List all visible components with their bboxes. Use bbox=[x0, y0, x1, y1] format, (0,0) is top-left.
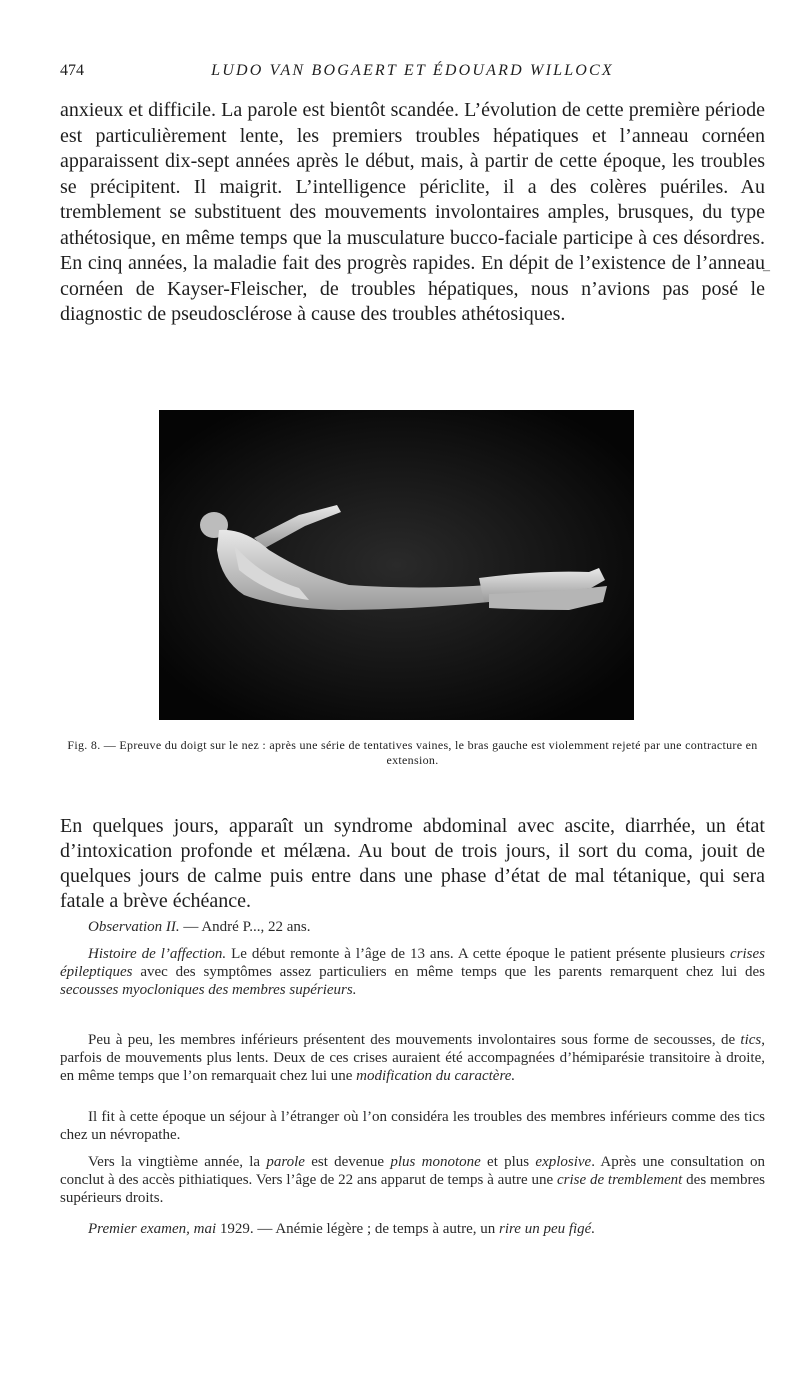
emphasis: secousses myocloniques des membres supérieurs. bbox=[60, 982, 357, 998]
page-header bbox=[60, 62, 765, 88]
text-run: , parfois de mouvements plus lents. Deux de ces crises auraient été accompagnées d’hémiparésie transitoire à droite, en même temps que l’on remarquait chez lui une bbox=[60, 1032, 765, 1084]
emphasis: explosive bbox=[535, 1154, 592, 1170]
emphasis: plus monotone bbox=[390, 1154, 481, 1170]
reclining-patient-photo bbox=[159, 410, 634, 720]
running-title: LUDO VAN BOGAERT ET ÉDOUARD WILLOCX bbox=[211, 62, 614, 79]
text-run: avec des symptômes assez particuliers en même temps que les parents remarquent chez lui des bbox=[132, 964, 765, 980]
page-number: 474 bbox=[60, 62, 84, 79]
text-run: . Après une consultation on conclut à des accès pithiatiques. Vers l’âge de 22 ans apparut de temps à autre une bbox=[60, 1154, 765, 1188]
text-run: et plus bbox=[480, 1154, 536, 1170]
emphasis: tics bbox=[740, 1032, 762, 1048]
emphasis: parole bbox=[266, 1154, 305, 1170]
observation-paragraph-4 bbox=[60, 1153, 765, 1207]
observation-paragraph-1 bbox=[60, 945, 765, 999]
emphasis: modification du caractère. bbox=[356, 1068, 516, 1084]
emphasis: rire un peu figé. bbox=[499, 1221, 596, 1237]
figure-caption: Fig. 8. — Epreuve du doigt sur le nez : après une série de tentatives vaines, le bras gauche est violemment rejeté par une contracture en extension. bbox=[67, 738, 758, 767]
text-run: des membres supérieurs droits. bbox=[60, 1172, 765, 1206]
body-paragraph-2: En quelques jours, apparaît un syndrome abdominal avec ascite, diarrhée, un état d’intoxication profonde et mélæna. Au bout de trois jours, il sort du coma, jouit de quelques jours de calme puis entre dans une phase d’état de mal tétanique, qui sera fatale a brève échéance. bbox=[60, 815, 765, 912]
text-run: 1929. — Anémie légère ; de temps à autre, un bbox=[216, 1221, 499, 1237]
text-run: est devenue bbox=[304, 1154, 391, 1170]
exam-label: Premier examen, mai bbox=[88, 1221, 217, 1237]
observation-paragraph-5 bbox=[60, 1220, 765, 1238]
figure-photo bbox=[159, 410, 634, 720]
text-run: Vers la vingtième année, la bbox=[88, 1154, 267, 1170]
observation-title bbox=[88, 918, 793, 936]
observation-paragraph-2 bbox=[60, 1031, 765, 1085]
text-run: Peu à peu, les membres inférieurs présentent des mouvements involontaires sous forme de secousses, de bbox=[88, 1032, 741, 1048]
emphasis: crise de tremblement bbox=[556, 1172, 683, 1188]
observation-label: Observation II. bbox=[88, 919, 180, 935]
margin-mark: – bbox=[763, 263, 770, 278]
observation-paragraph-3: Il fit à cette époque un séjour à l’étranger où l’on considéra les troubles des membres inférieurs comme des tics chez un névropathe. bbox=[60, 1109, 765, 1143]
emphasis: crises épileptiques bbox=[60, 946, 765, 980]
text-run: Le début remonte à l’âge de 13 ans. A cette époque le patient présente plusieurs bbox=[226, 946, 730, 962]
body-paragraph-main: anxieux et difficile. La parole est bientôt scandée. L’évolution de cette première période est particulièrement lente, les premiers troubles hépatiques et l’anneau cornéen apparaissent dix-sept années après le début, mais, à partir de cette époque, les troubles se précipitent. Il maigrit. L’intelligence périclite, il a des colères puériles. Au tremblement se substituent des mouvements involontaires amples, brusques, du type athétosique, en même temps que la musculature bucco-faciale participe à ces désordres. En cinq années, la maladie fait des progrès rapides. En dépit de l’existence de l’anneau cornéen de Kayser-Fleischer, de troubles hépatiques, nous n’avions pas posé le diagnostic de pseudosclérose à cause des troubles athétosiques. bbox=[60, 99, 765, 325]
observation-title-rest: — André P..., 22 ans. bbox=[179, 919, 311, 935]
history-label: Histoire de l’affection. bbox=[88, 946, 227, 962]
